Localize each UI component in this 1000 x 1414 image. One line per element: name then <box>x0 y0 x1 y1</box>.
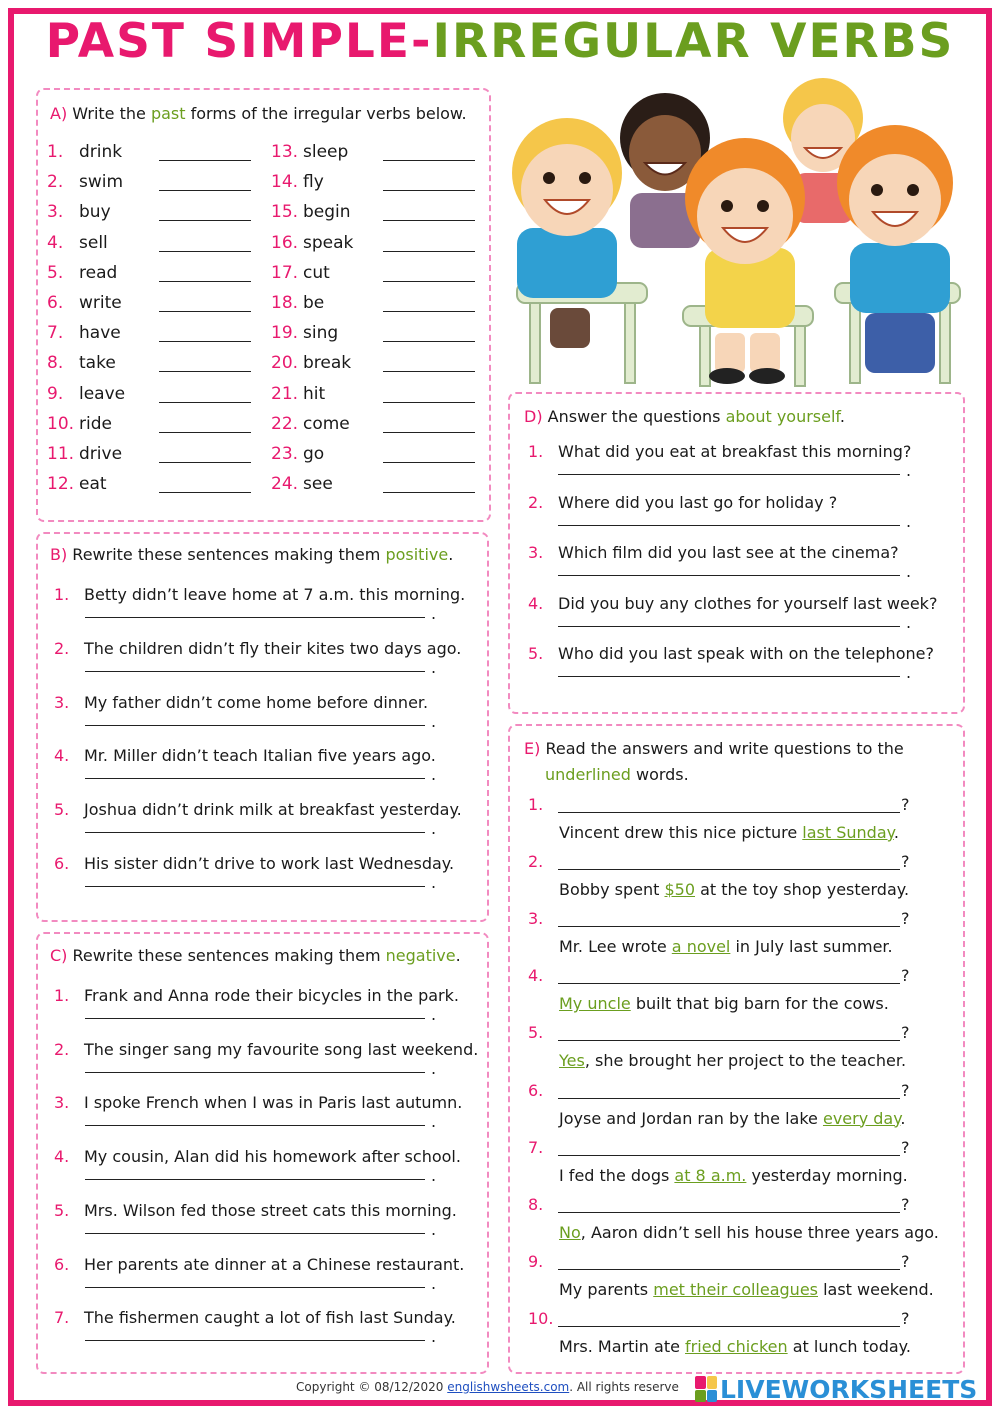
section-e-heading-line2 <box>545 765 689 784</box>
section-e-heading <box>524 739 904 758</box>
heading-text: forms of the irregular verbs below. <box>185 104 467 123</box>
verb-row <box>271 353 481 383</box>
verb-number: 10. <box>47 413 75 434</box>
verb-row <box>47 172 257 202</box>
question-mark: ? <box>901 1023 910 1043</box>
period-mark: . <box>431 1005 437 1024</box>
item-number: 4. <box>528 966 544 986</box>
verb-word: drive <box>79 444 123 464</box>
answer-line[interactable] <box>558 1212 900 1213</box>
question-mark: ? <box>901 795 910 814</box>
answer-blank[interactable] <box>159 281 251 282</box>
verb-row <box>47 384 257 414</box>
sentence-text: , Aaron didn’t sell his house three years ago. <box>580 1222 939 1242</box>
verb-number: 16. <box>271 232 299 253</box>
verb-row <box>271 323 481 353</box>
verb-number: 22. <box>271 413 299 434</box>
verb-word: leave <box>79 383 126 404</box>
answer-line[interactable] <box>558 474 900 475</box>
verb-word: write <box>79 293 122 313</box>
verb-row <box>271 384 481 414</box>
verb-number: 1. <box>47 142 64 162</box>
sentence-text: I fed the dogs <box>559 1165 675 1185</box>
verb-row <box>271 172 481 202</box>
answer-blank[interactable] <box>383 220 475 221</box>
answer-blank[interactable] <box>383 402 475 403</box>
sentence-text: Mr. Lee wrote <box>559 937 672 957</box>
underlined-words: No <box>559 1222 581 1242</box>
answer-blank[interactable] <box>383 492 475 493</box>
answer-line[interactable] <box>85 617 425 618</box>
period-mark: . <box>431 765 437 785</box>
answer-line[interactable] <box>85 1340 425 1341</box>
verb-row <box>47 263 257 293</box>
answer-sentence <box>559 1051 906 1070</box>
verb-number: 14. <box>271 172 299 193</box>
item-number: 1. <box>528 795 544 814</box>
period-mark: . <box>906 461 912 480</box>
item-number: 5. <box>54 800 70 820</box>
answer-line[interactable] <box>85 671 425 672</box>
verb-number: 19. <box>271 323 299 344</box>
verb-row <box>47 414 257 444</box>
heading-highlight: underlined <box>545 765 631 784</box>
sentence-text: Joyse and Jordan ran by the lake <box>559 1108 823 1128</box>
verb-row <box>47 293 257 323</box>
answer-line[interactable] <box>85 1018 425 1019</box>
verb-number: 7. <box>47 323 64 344</box>
heading-highlight: past <box>150 104 186 123</box>
period-mark: . <box>431 1112 437 1132</box>
section-d-heading <box>524 407 845 426</box>
verb-number: 11. <box>47 444 75 464</box>
verb-word: read <box>79 262 118 283</box>
period-mark: . <box>431 1327 437 1347</box>
verb-word: speak <box>303 232 354 253</box>
verb-word: buy <box>79 202 111 223</box>
underlined-words: a novel <box>671 937 731 957</box>
item-number: 10. <box>528 1308 554 1328</box>
answer-blank[interactable] <box>159 251 251 252</box>
underlined-words: fried chicken <box>685 1336 788 1356</box>
question-mark: ? <box>901 1080 910 1100</box>
answer-line[interactable] <box>558 525 900 526</box>
item-text: The fishermen caught a lot of fish last Sunday. <box>84 1308 456 1328</box>
item-text: What did you eat at breakfast this morning? <box>558 442 912 461</box>
item-number: 5. <box>528 1023 544 1043</box>
period-mark: . <box>431 873 437 892</box>
verb-row <box>47 233 257 263</box>
underlined-words: at 8 a.m. <box>674 1165 747 1185</box>
answer-blank[interactable] <box>383 432 475 433</box>
item-number: 3. <box>528 909 544 929</box>
item-number: 2. <box>54 638 70 658</box>
verb-word: begin <box>303 202 351 223</box>
item-text: My father didn’t come home before dinner. <box>84 692 429 712</box>
item-number: 2. <box>528 492 544 512</box>
underlined-words: My uncle <box>559 994 631 1014</box>
verb-word: go <box>303 444 325 464</box>
rights-text: . All rights reserve <box>569 1380 679 1394</box>
sentence-text: . <box>900 1108 906 1128</box>
item-number: 4. <box>528 593 544 613</box>
period-mark: . <box>906 511 912 531</box>
verb-number: 3. <box>47 202 64 223</box>
sentence-text: Vincent drew this nice picture <box>559 823 803 842</box>
item-text: Betty didn’t leave home at 7 a.m. this morning. <box>84 585 466 604</box>
answer-sentence <box>559 1223 939 1242</box>
sentence-text: Bobby spent <box>559 880 665 900</box>
item-number: 6. <box>54 1254 70 1274</box>
answer-blank[interactable] <box>383 341 475 342</box>
answer-line[interactable] <box>558 983 900 984</box>
sentence-text: at lunch today. <box>787 1336 911 1356</box>
verb-word: hit <box>303 383 326 404</box>
question-mark: ? <box>901 1137 910 1157</box>
verb-row <box>271 293 481 323</box>
heading-text: Answer the questions <box>542 407 726 426</box>
answer-line[interactable] <box>85 725 425 726</box>
verb-row <box>271 233 481 263</box>
underlined-words: every day <box>822 1108 901 1128</box>
item-text: The children didn’t fly their kites two days ago. <box>84 638 462 658</box>
answer-blank[interactable] <box>159 371 251 372</box>
answer-blank[interactable] <box>383 160 475 161</box>
item-number: 3. <box>54 692 70 712</box>
item-text: The singer sang my favourite song last weekend. <box>84 1039 479 1059</box>
verb-word: sing <box>303 323 339 344</box>
verb-number: 13. <box>271 142 299 162</box>
answer-blank[interactable] <box>159 432 251 433</box>
answer-line[interactable] <box>558 926 900 927</box>
heading-text: . <box>448 545 454 564</box>
sentence-text: last weekend. <box>818 1279 934 1299</box>
section-letter: D) <box>524 407 543 426</box>
item-text: Joshua didn’t drink milk at breakfast yesterday. <box>84 800 462 820</box>
verb-row <box>271 444 481 474</box>
verb-word: sell <box>79 232 108 253</box>
answer-line[interactable] <box>558 869 900 870</box>
item-text: Mrs. Wilson fed those street cats this morning. <box>84 1200 457 1220</box>
sentence-text: built that big barn for the cows. <box>630 994 889 1014</box>
heading-text: Write the <box>67 104 151 123</box>
answer-line[interactable] <box>85 1072 425 1073</box>
item-number: 7. <box>528 1137 544 1157</box>
item-text: Did you buy any clothes for yourself last week? <box>558 593 938 613</box>
answer-line[interactable] <box>85 1287 425 1288</box>
answer-line[interactable] <box>85 1125 425 1126</box>
period-mark: . <box>431 819 437 839</box>
item-number: 8. <box>528 1194 544 1214</box>
verb-row <box>47 353 257 383</box>
answer-blank[interactable] <box>159 462 251 463</box>
section-a-heading <box>50 104 467 123</box>
title-part-2: IRREGULAR VERBS <box>432 14 955 69</box>
verb-number: 17. <box>271 262 299 283</box>
verb-row <box>47 142 257 172</box>
item-number: 5. <box>528 644 544 663</box>
verb-number: 21. <box>271 383 299 404</box>
period-mark: . <box>431 604 437 623</box>
verb-word: eat <box>79 474 107 495</box>
answer-blank[interactable] <box>383 311 475 312</box>
question-mark: ? <box>901 1251 910 1271</box>
heading-text: . <box>455 946 461 965</box>
item-number: 3. <box>528 543 544 562</box>
verb-row <box>47 444 257 474</box>
answer-blank[interactable] <box>159 220 251 221</box>
item-number: 4. <box>54 1147 70 1167</box>
verb-row <box>271 202 481 232</box>
item-text: Frank and Anna rode their bicycles in the park. <box>84 986 459 1005</box>
answer-line[interactable] <box>558 812 900 813</box>
section-c-heading <box>50 946 461 965</box>
verb-number: 6. <box>47 293 64 313</box>
underlined-words: Yes <box>559 1051 585 1071</box>
answer-sentence <box>559 1280 934 1299</box>
sentence-text: . <box>893 823 899 842</box>
answer-blank[interactable] <box>383 190 475 191</box>
underlined-words: met their colleagues <box>653 1279 818 1299</box>
copyright-text: Copyright © 08/12/2020 <box>296 1380 448 1394</box>
answer-blank[interactable] <box>383 462 475 463</box>
verb-number: 9. <box>47 383 64 404</box>
period-mark: . <box>431 1166 437 1186</box>
answer-line[interactable] <box>85 1233 425 1234</box>
section-letter: E) <box>524 739 541 758</box>
verb-row <box>271 263 481 293</box>
heading-text: . <box>839 407 845 426</box>
item-number: 7. <box>54 1308 70 1328</box>
answer-sentence <box>559 823 899 842</box>
period-mark: . <box>906 562 912 581</box>
answer-blank[interactable] <box>159 492 251 493</box>
heading-text: Read the answers and write questions to the <box>540 739 904 758</box>
verb-number: 15. <box>271 202 299 223</box>
verb-number: 4. <box>47 232 64 253</box>
period-mark: . <box>906 663 912 682</box>
heading-highlight: negative <box>385 946 456 965</box>
section-e-box <box>508 724 965 1374</box>
item-number: 6. <box>54 854 70 873</box>
answer-line[interactable] <box>85 832 425 833</box>
answer-line[interactable] <box>558 1326 900 1327</box>
item-text: Which film did you last see at the cinema? <box>558 543 899 562</box>
question-mark: ? <box>901 1308 910 1328</box>
answer-line[interactable] <box>85 1179 425 1180</box>
verb-number: 2. <box>47 172 64 193</box>
verb-number: 20. <box>271 353 299 374</box>
period-mark: . <box>431 1273 437 1293</box>
answer-line[interactable] <box>85 778 425 779</box>
question-mark: ? <box>901 909 910 929</box>
answer-sentence <box>559 994 889 1013</box>
children-illustration <box>505 78 967 388</box>
item-text: My cousin, Alan did his homework after school. <box>84 1147 461 1167</box>
item-text: Her parents ate dinner at a Chinese restaurant. <box>84 1254 465 1274</box>
worksheet-title <box>0 14 1000 69</box>
answer-blank[interactable] <box>159 190 251 191</box>
footer-copyright <box>296 1380 679 1394</box>
item-number: 4. <box>54 746 70 766</box>
answer-line[interactable] <box>558 1269 900 1270</box>
answer-line[interactable] <box>558 676 900 677</box>
answer-blank[interactable] <box>159 341 251 342</box>
answer-sentence <box>559 1337 911 1356</box>
verb-row <box>47 202 257 232</box>
answer-blank[interactable] <box>383 251 475 252</box>
period-mark: . <box>431 657 437 677</box>
verb-word: cut <box>303 262 330 283</box>
answer-blank[interactable] <box>383 281 475 282</box>
item-number: 5. <box>54 1200 70 1220</box>
verb-word: be <box>303 293 325 313</box>
item-number: 6. <box>528 1080 544 1100</box>
answer-blank[interactable] <box>159 311 251 312</box>
verb-word: come <box>303 413 350 434</box>
item-number: 2. <box>528 852 544 872</box>
verb-row <box>271 142 481 172</box>
period-mark: . <box>906 612 912 632</box>
answer-sentence <box>559 1166 908 1185</box>
answer-blank[interactable] <box>383 371 475 372</box>
item-text: Mr. Miller didn’t teach Italian five years ago. <box>84 746 436 766</box>
sentence-text: My parents <box>559 1279 654 1299</box>
verb-word: break <box>303 353 352 374</box>
answer-sentence <box>559 1109 906 1128</box>
verb-row <box>47 474 257 504</box>
verb-word: sleep <box>303 142 349 162</box>
answer-sentence <box>559 937 893 956</box>
question-mark: ? <box>901 852 910 872</box>
answer-line[interactable] <box>558 1098 900 1099</box>
item-number: 1. <box>54 986 70 1005</box>
answer-sentence <box>559 880 909 899</box>
section-b-heading <box>50 545 453 564</box>
answer-line[interactable] <box>558 626 900 627</box>
heading-highlight: positive <box>385 545 449 564</box>
answer-line[interactable] <box>558 1155 900 1156</box>
answer-line[interactable] <box>558 1040 900 1041</box>
item-text: Who did you last speak with on the telephone? <box>558 644 934 663</box>
liveworksheets-logo <box>695 1374 977 1404</box>
answer-line[interactable] <box>85 886 425 887</box>
heading-highlight: about yourself <box>725 407 840 426</box>
underlined-words: $50 <box>664 880 696 900</box>
heading-text: Rewrite these sentences making them <box>67 545 386 564</box>
answer-blank[interactable] <box>159 160 251 161</box>
liveworksheets-text: LIVEWORKSHEETS <box>720 1374 978 1404</box>
verb-word: fly <box>303 172 324 193</box>
sentence-text: in July last summer. <box>730 937 893 957</box>
verb-number: 18. <box>271 293 299 313</box>
verb-word: ride <box>79 413 112 434</box>
verb-word: drink <box>79 142 123 162</box>
verb-number: 24. <box>271 474 299 495</box>
item-number: 2. <box>54 1039 70 1059</box>
verb-row <box>47 323 257 353</box>
verb-number: 5. <box>47 262 64 283</box>
item-text: Where did you last go for holiday ? <box>558 492 838 512</box>
verb-row <box>271 414 481 444</box>
site-link[interactable]: englishwsheets.com <box>447 1380 570 1394</box>
question-mark: ? <box>901 1194 910 1214</box>
section-letter: A) <box>50 104 68 123</box>
item-text: I spoke French when I was in Paris last autumn. <box>84 1093 463 1113</box>
sentence-text: , she brought her project to the teacher. <box>584 1051 907 1071</box>
question-mark: ? <box>901 966 910 986</box>
period-mark: . <box>431 1058 437 1078</box>
verb-word: have <box>79 323 121 344</box>
sentence-text: yesterday morning. <box>746 1165 908 1185</box>
verb-word: take <box>79 353 116 374</box>
heading-text: words. <box>630 765 689 784</box>
item-text: His sister didn’t drive to work last Wednesday. <box>84 854 455 873</box>
verb-number: 23. <box>271 444 299 464</box>
period-mark: . <box>431 1219 437 1239</box>
period-mark: . <box>431 711 437 731</box>
heading-text: Rewrite these sentences making them <box>67 946 386 965</box>
verb-word: swim <box>79 172 124 193</box>
underlined-words: last Sunday <box>802 823 894 842</box>
verb-number: 8. <box>47 353 64 374</box>
sentence-text: at the toy shop yesterday. <box>695 880 910 900</box>
item-number: 9. <box>528 1251 544 1271</box>
answer-line[interactable] <box>558 575 900 576</box>
verb-word: see <box>303 474 333 495</box>
item-number: 1. <box>528 442 544 461</box>
verb-row <box>271 474 481 504</box>
verb-number: 12. <box>47 474 75 495</box>
sentence-text: Mrs. Martin ate <box>559 1336 686 1356</box>
answer-blank[interactable] <box>159 402 251 403</box>
section-letter: C) <box>50 946 68 965</box>
item-number: 1. <box>54 585 70 604</box>
item-number: 3. <box>54 1093 70 1113</box>
section-letter: B) <box>50 545 68 564</box>
title-part-1: PAST SIMPLE- <box>45 14 433 69</box>
liveworksheets-icon <box>695 1376 717 1402</box>
